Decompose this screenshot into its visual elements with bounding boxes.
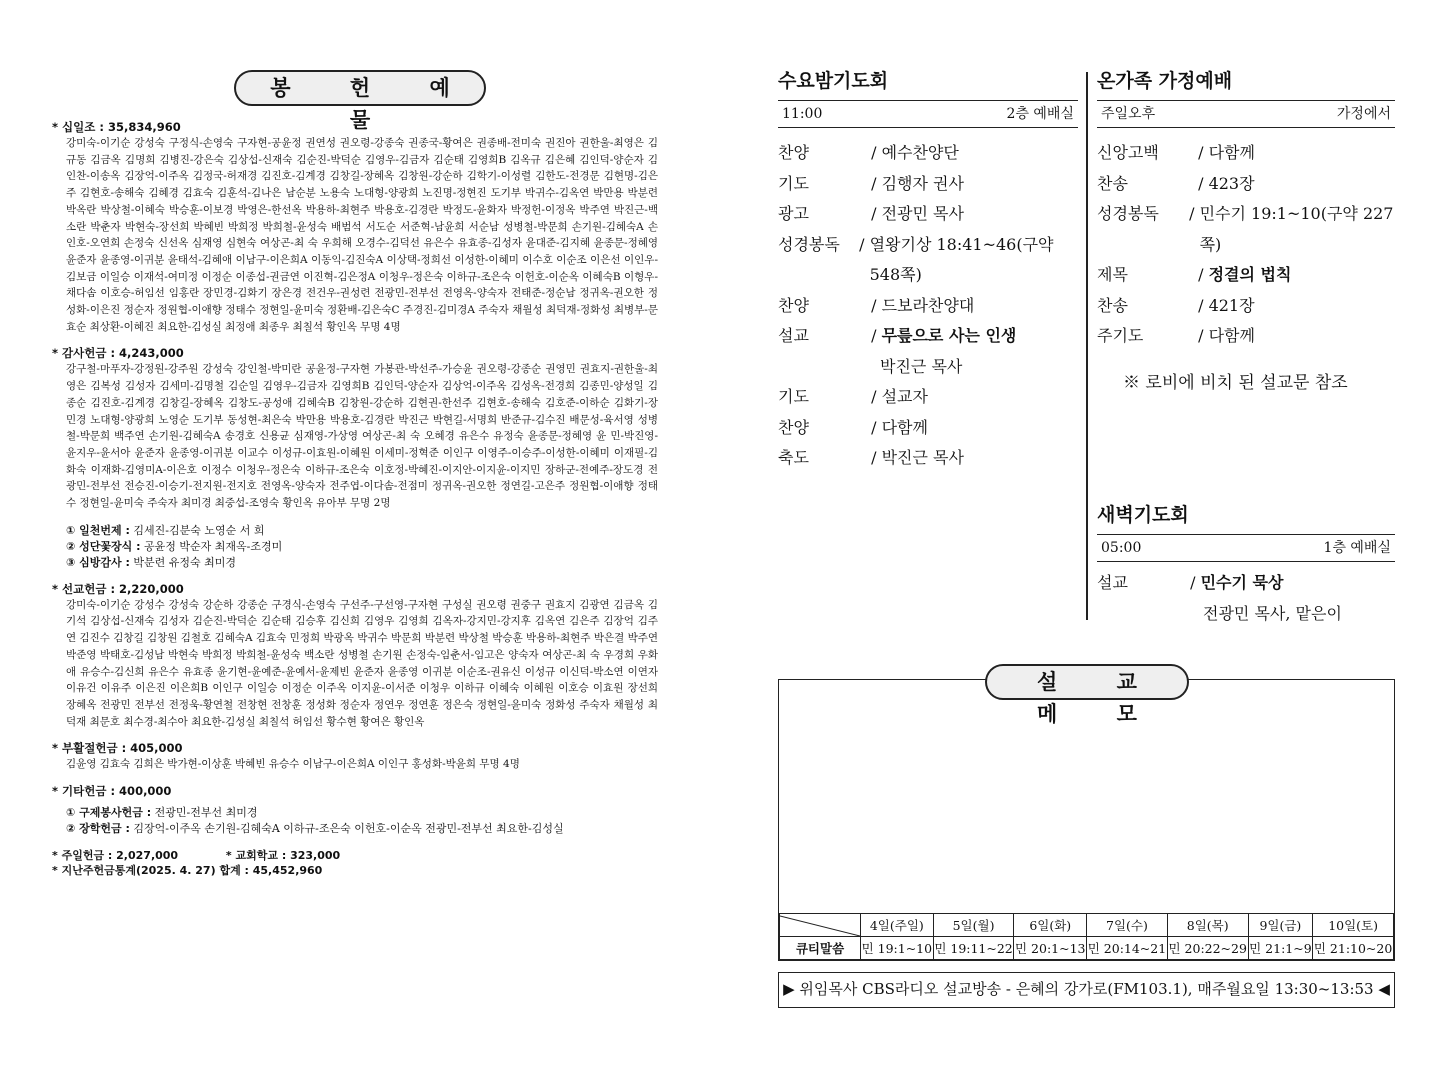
easter-section	[52, 741, 658, 773]
wednesday-row-separator: /	[866, 204, 882, 223]
qt-verse: 민 19:1~10	[861, 937, 934, 960]
qt-corner-cell	[780, 914, 861, 937]
wednesday-order-row	[778, 169, 1078, 200]
family-note: ※ 로비에 비치 된 설교문 참조	[1123, 372, 1348, 393]
dawn-row-label	[1097, 599, 1203, 630]
wednesday-subheader	[778, 100, 1078, 128]
last-week-stats: * 지난주헌금통계(2025. 4. 27) 합계 : 45,452,960	[52, 864, 323, 878]
wednesday-order-row	[778, 199, 1078, 230]
tithe-label: * 십일조 : 35,834,960	[52, 120, 181, 134]
family-row-value: 423장	[1208, 173, 1255, 193]
family-order-row	[1097, 199, 1395, 260]
wednesday-row-value: 전광민 목사	[881, 204, 964, 223]
family-order-row	[1097, 321, 1395, 352]
wednesday-order-row	[778, 291, 1078, 322]
qt-day: 9일(금)	[1248, 914, 1313, 937]
qt-day: 5일(월)	[933, 914, 1014, 937]
weekly-offering: * 주일헌금 : 2,027,000	[52, 849, 179, 863]
totals	[52, 848, 658, 878]
special-offering-1: ① 일천번제 : 김세진-김분숙 노영순 서 희	[66, 523, 265, 537]
family-order-row	[1097, 138, 1395, 169]
wednesday-row-label: 찬양	[778, 417, 809, 437]
wednesday-time: 11:00	[782, 106, 823, 122]
wednesday-row-value: 박진근 목사	[880, 356, 963, 376]
wednesday-row-value: 김행자 권사	[881, 173, 964, 193]
wednesday-row-value: 열왕기상 18:41~46(구약 548쪽)	[869, 234, 1054, 284]
other-offering-2: ② 장학헌금 : 김장억-이주옥 손기원-김혜숙A 이하규-조은숙 이헌호-이순옥 전광민-전부선 최요한-김성실	[66, 822, 564, 836]
family-row-label: 성경봉독	[1097, 204, 1159, 223]
wednesday-place: 2층 예배실	[1006, 106, 1074, 122]
dawn-order-row	[1097, 568, 1395, 599]
mission-section	[52, 582, 658, 731]
qt-verse: 민 20:14~21	[1087, 937, 1168, 960]
special-offerings	[52, 523, 658, 571]
qt-verse: 민 20:1~13	[1014, 937, 1087, 960]
family-title: 온가족 가정예배	[1097, 70, 1233, 92]
wednesday-row-label: 광고	[778, 204, 809, 223]
wednesday-row-separator: /	[866, 143, 882, 162]
dawn-row-label: 설교	[1097, 573, 1128, 592]
dawn-order	[1097, 568, 1395, 629]
thanks-label: * 감사헌금 : 4,243,000	[52, 346, 184, 361]
family-row-separator: /	[1193, 326, 1209, 345]
qt-verse: 민 20:22~29	[1167, 937, 1248, 960]
wednesday-order-row	[778, 413, 1078, 444]
wednesday-order-row	[778, 382, 1078, 413]
family-row-value: 421장	[1208, 295, 1255, 315]
dawn-row-separator: /	[1185, 573, 1201, 592]
qt-day: 10일(토)	[1313, 914, 1394, 937]
wednesday-row-value: 예수찬양단	[881, 143, 959, 162]
dawn-row-value: 민수기 묵상	[1200, 573, 1284, 592]
family-row-separator: /	[1193, 265, 1209, 284]
dawn-row-value: 전광민 목사, 맡은이	[1203, 603, 1342, 623]
wednesday-row-value: 박진근 목사	[881, 448, 964, 467]
wednesday-row-separator: /	[866, 326, 882, 345]
wednesday-row-separator: /	[854, 234, 870, 254]
offerings-column	[52, 70, 658, 878]
family-row-separator: /	[1193, 295, 1209, 315]
wednesday-row-label: 찬양	[778, 295, 809, 315]
tithe-names: 강미숙-이기순 강성숙 구정식-손영숙 구자현-공윤정 권연성 권오령-강종숙 권종국-황여은 권종배-전미숙 권진아 권한울-최영은 김규동 김금옥 김명희 김병진-강은숙 김상섭-신재숙 김순진-박덕순 김영우-김금자 김순태 김영희B 김옥규 김은혜 김인덕-양순자 김인찬-이송옥 김장억-이주옥 김정국-허재경 김진호-김계경 김창길-장혜옥 김창원-강순하 김학기-이성렬 김한도-전경문 김현명-김은주 김현호-송해숙 김혜경 김효숙 김훈석-김나은 남순분 노용숙 노대형-양광희 노진명-정현진 도기부 박귀수-김옥연 박만용 박분련 박옥란 박상철-이혜숙 박승훈-이보경 박영은-한선옥 박용하-최현주 박용호-김경란 박정도-윤화자 박정헌-이정옥 박주연 박진근-백소란 박춘자 박현숙-장선희 박혜빈 박희정 박희철-윤성숙 배범석 서도순 서준혁-남윤희 서순남 성병철-박문희 손기원-김혜숙A 손인호-오연희 손정숙 신선옥 심재영 심현숙 여상곤-최 숙 우희해 오경수-김덕선 유은수 유효종-김성자 윤대준-김지혜 윤종문-정혜영 윤준자 윤종영-이귀분 윤태석-김혜애 이남구-이은희A 이동익-김진숙A 이상택-정희선 이성한-이혜미 이수호 이순조 이은선 이인우-김보금 이일승 이재석-여미정 이정순 이종섭-권금연 이진혁-김은정A 이청우-정은숙 이하규-조은숙 이헌호-이순옥 이혜숙B 이형우-채다솜 이호승-허임선 임홍란 장민경-김화기 장은경 전건우-권성련 전광민-전부선 전영옥-양숙자 전태준-정순남 정귀옥-권오한 정성화-이은진 정순자 정원협-이애향 정태수 정현일-윤미숙 정환배-김은숙C 주경진-김미경A 주숙자 채월성 최덕재-정화성 최병부-문효순 최상환-이혜진 최요한-김성실 최정애 최종우 최칠석 황인옥 무명 4명	[66, 137, 658, 333]
special-offering-3: ③ 심방감사 : 박분련 유정숙 최미경	[66, 555, 237, 569]
wednesday-row-value: 다함께	[881, 417, 928, 437]
qt-label: 큐티말씀	[780, 937, 861, 960]
wednesday-order-row	[778, 321, 1078, 352]
other-offering-1: ① 구제봉사헌금 : 전광민-전부선 최미경	[66, 806, 258, 820]
wednesday-row-value: 드보라찬양대	[881, 295, 975, 315]
family-service	[1097, 68, 1395, 623]
mission-label: * 선교헌금 : 2,220,000	[52, 581, 184, 596]
thanks-names: 강구철-마푸자-강정원-강주원 강성숙 강인철-박미란 공윤정-구자현 가봉관-박선주-가승윤 권오령-강종순 권영민 권효지-권한울-최영은 김복성 김성자 김세미-김명철 김순일 김영우-김금자 김영희B 김인덕-양순자 김상억-이주옥 김성옥-전경희 김종민-양성일 김종순 김진호-김계경 김창길-장혜옥 김창도-공성애 김혜숙B 김창원-강순하 김현권-한선주 김현호-송해숙 김호준-이하순 김화기-장민경 노대형-양광희 노영순 도기부 동성현-최은숙 박만용 박용호-김경란 박진근 박현길-서명희 반준규-김수진 배문성-육서영 성병철-박문희 백주연 손기원-김혜숙A 송경호 신용균 심재영-가상영 여상곤-최 숙 오혜경 유은수 유정숙 윤종문-정혜영 윤 민-박진영-윤지우-윤서아 윤준자 윤종영-이귀분 이교수 이성규-이효원-이혜원 이세미-정혁준 이인구 이영주-이승주-이성한-이혜미 이재필-김화숙 이재화-김영미A-이은호 이정수 이청우-정은숙 이하규-조은숙 이호정-박혜진-이지안-이지윤-이지민 장하군-전예주-장도경 전광민-전부선 전승진-이승기-전지원-전지호 전영옥-양숙자 전주엽-이다솜-전점미 정귀옥-권오한 정연길-고은주 정원협-이애향 정태수 정현일-윤미숙 주숙자 최미경 최중섭-조영숙 황인옥 유아부 무명 2명	[66, 363, 658, 510]
wednesday-row-value: 설교자	[881, 387, 928, 406]
dawn-subheader	[1097, 534, 1395, 562]
family-row-value: 정결의 법칙	[1208, 265, 1292, 284]
family-row-separator: /	[1193, 173, 1209, 193]
other-section	[52, 784, 658, 837]
wednesday-order-row	[778, 443, 1078, 474]
special-offering-2: ② 성단꽃장식 : 공윤정 박순자 최재옥-조경미	[66, 539, 283, 553]
wednesday-row-value: 무릎으로 사는 인생	[881, 326, 1017, 345]
easter-names: 김윤영 김효숙 김희은 박가현-이상훈 박혜빈 유승수 이남구-이은희A 이인구 홍성화-박윤희 무명 4명	[66, 758, 520, 771]
wednesday-row-separator: /	[866, 173, 882, 193]
family-row-label: 찬송	[1097, 173, 1128, 193]
wednesday-row-label: 설교	[778, 326, 809, 345]
family-row-value: 다함께	[1208, 143, 1255, 162]
family-time: 주일오후	[1101, 106, 1156, 122]
qt-table	[779, 913, 1394, 960]
wednesday-row-label: 찬양	[778, 143, 809, 162]
other-label: * 기타헌금 : 400,000	[52, 784, 172, 799]
family-order-row	[1097, 260, 1395, 291]
wednesday-row-separator: /	[866, 387, 882, 406]
wednesday-row-separator: /	[866, 295, 882, 315]
dawn-time: 05:00	[1101, 540, 1142, 556]
family-subheader	[1097, 100, 1395, 128]
family-row-separator: /	[1184, 204, 1200, 223]
family-row-separator: /	[1193, 143, 1209, 162]
wednesday-order	[778, 138, 1078, 474]
family-row-label: 신앙고백	[1097, 143, 1159, 162]
tithe-section	[52, 120, 658, 335]
dawn-service	[1097, 502, 1395, 629]
wednesday-row-label: 축도	[778, 448, 809, 467]
family-row-value: 민수기 19:1~10(구약 227쪽)	[1199, 204, 1394, 254]
sermon-memo-box	[778, 670, 1395, 961]
qt-day: 8일(목)	[1167, 914, 1248, 937]
thanks-section	[52, 346, 658, 511]
wednesday-order-row	[778, 138, 1078, 169]
wednesday-row-label: 성경봉독	[778, 234, 840, 254]
wednesday-order-row	[778, 230, 1078, 291]
family-row-label: 주기도	[1097, 326, 1144, 345]
qt-verse: 민 21:1~9	[1248, 937, 1313, 960]
qt-verse: 민 19:11~22	[933, 937, 1014, 960]
easter-label: * 부활절헌금 : 405,000	[52, 741, 183, 756]
wednesday-row-label: 기도	[778, 387, 809, 406]
offerings-title: 봉 헌 예 물	[234, 70, 486, 106]
mission-names: 강미숙-이기순 강성수 강성숙 강순하 강종순 구경식-손영숙 구선주-구선영-구자현 구성실 권오령 권중구 권효지 김광연 김금옥 김기석 김상섭-신재숙 김성자 김순진-박덕순 김순태 김승후 김신희 김영우 김영희 김옥자-강지민-강지후 김옥연 김은주 김장억 김주연 김진수 김창길 김창원 김철호 김혜숙A 김효숙 민정희 박광옥 박귀수 박문희 박분련 박상철 박승훈 박용하-최현주 박은결 박주연 박준영 박태호-김성남 박현숙 박희정 박희철-윤성숙 백소란 성병철 손기원 손정숙-임춘서-임고은 양숙자 여상곤-최 숙 우경희 우화애 유승수-김신희 유은수 유효종 윤기현-윤예준-윤예서-윤제빈 윤준자 윤종영 이귀분 이순조-권유신 이성규 이신덕-박소연 이연자 이유건 이유주 이은진 이은희B 이인구 이일승 이정순 이주옥 이지윤-이서준 이청우 이하규 이혜숙 이혜원 이호승 이효원 장선희 장혜옥 전광민 전부선 전정욱-황연철 전창현 전창훈 정성화 정순자 정연우 정연훈 정은숙 정현일-윤미숙 정화성 주숙자 채월성 최덕재 최문호 최수경-최수아 최요한-김성실 최칠석 허임선 황수현 황여은 황인옥	[66, 598, 658, 728]
family-place: 가정에서	[1336, 106, 1391, 122]
qt-day: 6일(화)	[1014, 914, 1087, 937]
family-row-label: 찬송	[1097, 295, 1128, 315]
qt-day: 7일(수)	[1087, 914, 1168, 937]
family-row-value: 다함께	[1208, 326, 1255, 345]
family-order	[1097, 138, 1395, 352]
wednesday-order-row	[778, 352, 1078, 383]
column-divider	[1086, 72, 1088, 620]
family-row-label: 제목	[1097, 265, 1128, 284]
qt-verse: 민 21:10~20	[1313, 937, 1394, 960]
wednesday-row-label: 기도	[778, 173, 809, 193]
dawn-place: 1층 예배실	[1323, 540, 1391, 556]
sermon-memo-title: 설 교 메 모	[985, 664, 1189, 700]
wednesday-title: 수요밤기도회	[778, 70, 889, 92]
church-school: * 교회학교 : 323,000	[225, 849, 341, 863]
dawn-order-row	[1097, 599, 1395, 630]
family-order-row	[1097, 169, 1395, 200]
wednesday-row-separator: /	[866, 448, 882, 467]
wednesday-row-label	[778, 352, 880, 383]
qt-day: 4일(주일)	[861, 914, 934, 937]
family-order-row	[1097, 291, 1395, 322]
wednesday-row-separator: /	[866, 417, 882, 437]
radio-broadcast-banner: ▶ 위임목사 CBS라디오 설교방송 - 은혜의 강가로(FM103.1), 매주월요일 13:30~13:53 ◀	[778, 972, 1395, 1008]
dawn-title: 새벽기도회	[1097, 504, 1189, 526]
wednesday-service	[778, 68, 1078, 474]
